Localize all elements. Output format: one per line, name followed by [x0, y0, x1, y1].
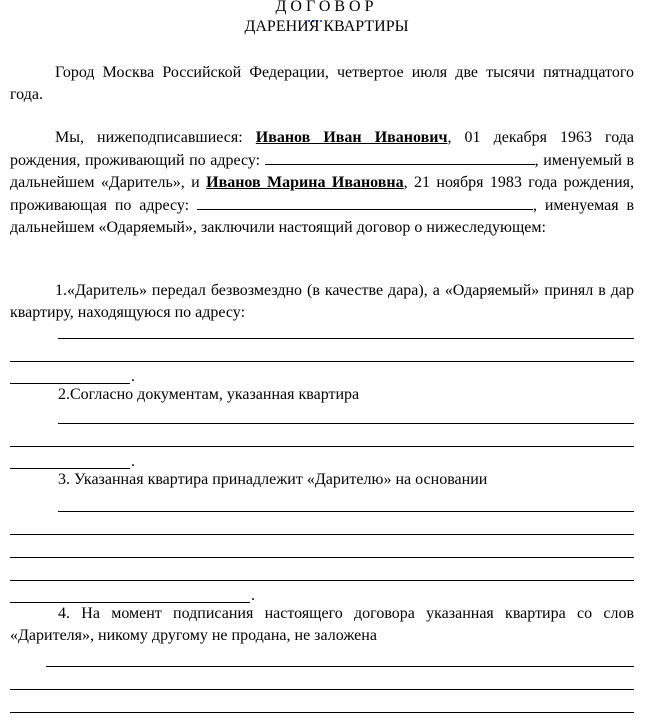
blank-line: [10, 712, 634, 713]
document-subtitle: ДАРЕНИЯ КВАРТИРЫ: [244, 18, 409, 35]
parties-intro: Мы, нижеподписавшиеся:: [55, 129, 243, 146]
comma: ,: [534, 152, 539, 169]
blank-line: [58, 423, 634, 424]
parties-paragraph: [10, 127, 634, 239]
donor-birth: , 01 декабря 1963 года рождения, проживающий по адресу:: [10, 129, 634, 169]
clause-3: 3. Указанная квартира принадлежит «Дарителю» на основании: [58, 471, 488, 488]
period: .: [131, 368, 135, 385]
blank-line: [46, 666, 634, 667]
donor-alias: именуемый в дальнейшем «Даритель», и: [10, 152, 635, 191]
blank-line: [10, 534, 634, 535]
period: .: [131, 453, 135, 470]
period: .: [251, 587, 255, 604]
clause-1: 1.«Даритель» передал безвозмездно (в качестве дара), а «Одаряемый» принял в дар квартиру, находящуюся по адресу:: [10, 282, 634, 321]
blank-line: [10, 557, 634, 558]
clause-4: 4. На момент подписания настоящего договора указанная квартира со слов «Дарителя», никому другому не продана, не заложена: [10, 605, 634, 644]
donee-address-blank: [197, 194, 533, 210]
blank-line: [10, 580, 634, 581]
donee-birth: , 21 ноября 1983 года рождения, проживающая по адресу:: [10, 174, 635, 214]
donor-address-blank: [265, 149, 535, 165]
donor-name: Иванов Иван Иванович: [255, 129, 448, 146]
blank-line: [10, 689, 634, 690]
document-title: ДОГОВОР: [275, 0, 378, 15]
blank-line: [10, 446, 634, 447]
clause-2: 2.Согласно документам, указанная квартира: [58, 386, 360, 403]
blank-line: [10, 361, 634, 362]
city-date-paragraph: Город Москва Российской Федерации, четвертое июля две тысячи пятнадцатого года.: [10, 64, 634, 103]
blank-line: [58, 511, 634, 512]
blank-line: [58, 338, 634, 339]
donee-name: Иванов Марина Ивановна: [206, 174, 404, 191]
donee-alias: , именуемая в дальнейшем «Одаряемый», заключили настоящий договор о нижеследующем:: [10, 197, 635, 236]
